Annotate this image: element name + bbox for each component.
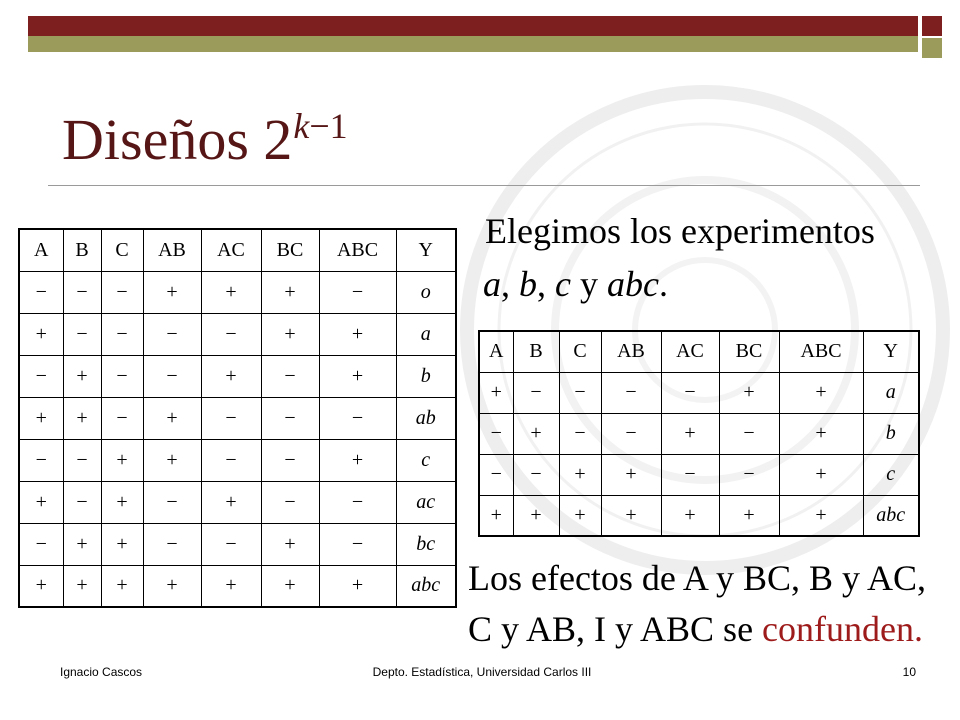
sign-cell: − (63, 313, 101, 355)
sign-cell: + (779, 495, 863, 536)
table-body (19, 271, 456, 607)
sign-cell: + (779, 454, 863, 495)
sign-cell: − (143, 313, 201, 355)
column-header-a: A (479, 331, 513, 372)
title-text: Diseños 2 (62, 107, 293, 172)
sign-cell: − (19, 523, 63, 565)
sign-cell: + (19, 313, 63, 355)
sign-cell: − (201, 397, 261, 439)
conclusion-line-2 (468, 611, 923, 647)
half-fraction-table (478, 330, 920, 537)
table-header-row (19, 229, 456, 271)
column-header-abc: ABC (779, 331, 863, 372)
table-row (19, 523, 456, 565)
sign-cell: + (559, 454, 601, 495)
sign-cell: + (661, 413, 719, 454)
sign-cell: + (319, 355, 396, 397)
sign-cell: − (101, 271, 143, 313)
sign-cell: + (63, 523, 101, 565)
sign-cell: − (479, 413, 513, 454)
sign-cell: − (719, 413, 779, 454)
sign-cell: − (143, 481, 201, 523)
column-header-ac: AC (661, 331, 719, 372)
response-cell: ac (396, 481, 456, 523)
sign-cell: − (479, 454, 513, 495)
sign-cell: − (101, 355, 143, 397)
period: . (658, 264, 668, 304)
sign-cell: + (143, 397, 201, 439)
sign-cell: + (601, 495, 661, 536)
top-bar-maroon-band (28, 16, 918, 36)
table-row (19, 565, 456, 607)
sign-cell: + (143, 271, 201, 313)
response-cell: bc (396, 523, 456, 565)
sign-cell: − (19, 355, 63, 397)
sign-cell: + (261, 271, 319, 313)
sign-cell: + (559, 495, 601, 536)
sign-cell: − (513, 454, 559, 495)
sign-cell: + (513, 495, 559, 536)
sign-cell: − (261, 481, 319, 523)
response-cell: ab (396, 397, 456, 439)
sign-cell: + (63, 565, 101, 607)
sign-cell: + (319, 439, 396, 481)
sign-cell: − (201, 313, 261, 355)
sign-cell: + (261, 313, 319, 355)
footer-author: Ignacio Cascos (60, 665, 143, 679)
column-header-bc: BC (261, 229, 319, 271)
sign-cell: + (201, 355, 261, 397)
sign-cell: + (261, 565, 319, 607)
column-header-ab: AB (601, 331, 661, 372)
column-header-abc: ABC (319, 229, 396, 271)
sign-cell: + (143, 439, 201, 481)
table-row (19, 271, 456, 313)
table-row (479, 495, 919, 536)
sign-cell: + (101, 523, 143, 565)
sign-cell: − (559, 372, 601, 413)
sign-cell: − (63, 271, 101, 313)
sign-cell: − (719, 454, 779, 495)
sign-cell: + (143, 565, 201, 607)
table-row (19, 355, 456, 397)
sign-cell: − (63, 481, 101, 523)
table-row (479, 454, 919, 495)
sign-cell: + (201, 565, 261, 607)
sign-cell: + (661, 495, 719, 536)
separator: , (537, 264, 555, 304)
column-header-bc: BC (719, 331, 779, 372)
sign-cell: − (661, 454, 719, 495)
title-exponent (293, 106, 347, 146)
run-label: b (519, 264, 537, 304)
sign-cell: − (319, 481, 396, 523)
table-header-row (479, 331, 919, 372)
column-header-c: C (559, 331, 601, 372)
column-header-y: Y (863, 331, 919, 372)
response-cell: abc (396, 565, 456, 607)
title-exponent-variable: k (293, 106, 310, 146)
sign-cell: + (19, 397, 63, 439)
response-cell: a (863, 372, 919, 413)
sign-cell: − (19, 439, 63, 481)
response-cell: abc (863, 495, 919, 536)
sign-cell: + (479, 495, 513, 536)
title-divider (48, 185, 920, 186)
table-row (19, 439, 456, 481)
sign-cell: + (101, 565, 143, 607)
table-row (19, 397, 456, 439)
slide-title (62, 106, 348, 172)
corner-square-olive (922, 38, 942, 58)
run-label: a (483, 264, 501, 304)
title-exponent-offset: −1 (309, 106, 348, 146)
column-header-c: C (101, 229, 143, 271)
column-header-b: B (513, 331, 559, 372)
table-body (479, 372, 919, 536)
sign-cell: − (143, 355, 201, 397)
sign-cell: + (201, 481, 261, 523)
sign-cell: + (63, 397, 101, 439)
sign-cell: + (513, 413, 559, 454)
response-cell: b (863, 413, 919, 454)
sign-cell: + (319, 313, 396, 355)
sign-cell: + (479, 372, 513, 413)
sign-cell: − (661, 372, 719, 413)
separator: y (570, 264, 607, 304)
sign-cell: − (261, 439, 319, 481)
sign-cell: − (601, 372, 661, 413)
column-header-y: Y (396, 229, 456, 271)
sign-cell: + (63, 355, 101, 397)
sign-cell: − (601, 413, 661, 454)
response-cell: o (396, 271, 456, 313)
sign-cell: − (261, 397, 319, 439)
sign-cell: − (261, 355, 319, 397)
table-row (479, 413, 919, 454)
sign-cell: − (319, 397, 396, 439)
response-cell: a (396, 313, 456, 355)
footer-page-number: 10 (902, 665, 916, 679)
conclusion-highlight: confunden. (762, 609, 923, 649)
top-bar-olive-band (28, 36, 918, 52)
sign-cell: + (101, 439, 143, 481)
sign-cell: + (319, 565, 396, 607)
separator: , (501, 264, 519, 304)
sign-cell: − (559, 413, 601, 454)
column-header-ac: AC (201, 229, 261, 271)
response-cell: c (863, 454, 919, 495)
run-label: abc (606, 264, 659, 304)
run-label: c (555, 264, 571, 304)
column-header-a: A (19, 229, 63, 271)
sign-cell: + (779, 372, 863, 413)
sign-cell: − (19, 271, 63, 313)
sign-cell: + (201, 271, 261, 313)
response-cell: c (396, 439, 456, 481)
selection-text-line-2 (483, 266, 668, 302)
sign-cell: + (779, 413, 863, 454)
table-header (19, 229, 456, 271)
response-cell: b (396, 355, 456, 397)
sign-cell: + (261, 523, 319, 565)
table-header (479, 331, 919, 372)
conclusion-text: C y AB, I y ABC se (468, 609, 754, 649)
footer-department: Depto. Estadística, Universidad Carlos III (372, 665, 592, 679)
table-row (19, 481, 456, 523)
column-header-b: B (63, 229, 101, 271)
sign-cell: + (19, 481, 63, 523)
sign-cell: − (201, 523, 261, 565)
selection-text-line-1: Elegimos los experimentos (485, 211, 875, 251)
sign-cell: − (101, 313, 143, 355)
sign-cell: + (719, 495, 779, 536)
sign-cell: + (719, 372, 779, 413)
sign-cell: + (601, 454, 661, 495)
sign-cell: + (101, 481, 143, 523)
column-header-ab: AB (143, 229, 201, 271)
full-factorial-table (18, 228, 457, 608)
sign-cell: − (319, 271, 396, 313)
sign-cell: − (63, 439, 101, 481)
corner-square-maroon (922, 16, 942, 36)
sign-cell: − (201, 439, 261, 481)
sign-cell: − (143, 523, 201, 565)
table-row (479, 372, 919, 413)
table-row (19, 313, 456, 355)
sign-cell: + (19, 565, 63, 607)
sign-cell: − (101, 397, 143, 439)
sign-cell: − (513, 372, 559, 413)
sign-cell: − (319, 523, 396, 565)
conclusion-line-1: Los efectos de A y BC, B y AC, (468, 558, 926, 598)
